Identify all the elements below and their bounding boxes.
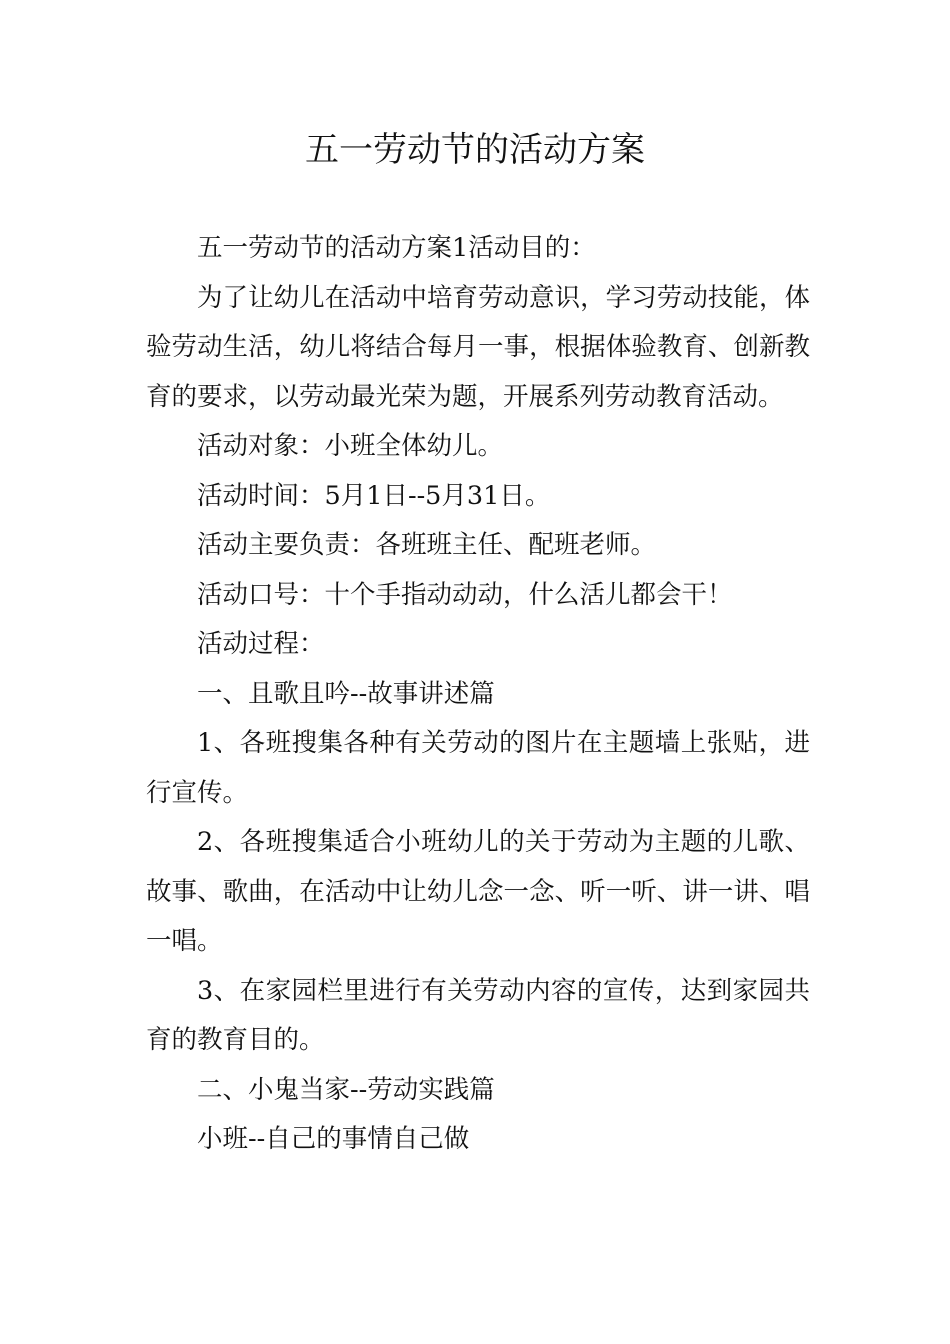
section-heading-2: 二、小鬼当家--劳动实践篇 — [197, 1074, 495, 1105]
subsection-heading: 小班--自己的事情自己做 — [197, 1124, 470, 1154]
document-title: 五一劳动节的活动方案 — [305, 130, 645, 170]
paragraph-intro-heading: 五一劳动节的活动方案1活动目的： — [197, 233, 596, 263]
section-heading-1: 一、且歌且吟--故事讲述篇 — [197, 678, 495, 709]
list-item-2: 2、各班搜集适合小班幼儿的关于劳动为主题的儿歌、故事、歌曲，在活动中让幼儿念一念、听一听、讲一讲、唱一唱。 — [146, 827, 810, 956]
paragraph-responsible: 活动主要负责：各班班主任、配班老师。 — [197, 530, 657, 560]
list-item-3: 3、在家园栏里进行有关劳动内容的宣传，达到家园共育的教育目的。 — [146, 975, 810, 1055]
document-body — [146, 224, 810, 1165]
paragraph-target: 活动对象：小班全体幼儿。 — [197, 431, 504, 461]
paragraph-purpose: 为了让幼儿在活动中培育劳动意识，学习劳动技能，体验劳动生活，幼儿将结合每月一事，根据体验教育、创新教育的要求，以劳动最光荣为题，开展系列劳动教育活动。 — [146, 282, 810, 412]
paragraph-time: 活动时间：5月1日--5月31日。 — [197, 480, 551, 511]
list-item-1: 1、各班搜集各种有关劳动的图片在主题墙上张贴，进行宣传。 — [146, 728, 810, 808]
paragraph-slogan: 活动口号：十个手指动动动，什么活儿都会干！ — [197, 579, 733, 610]
paragraph-process: 活动过程： — [197, 629, 325, 659]
